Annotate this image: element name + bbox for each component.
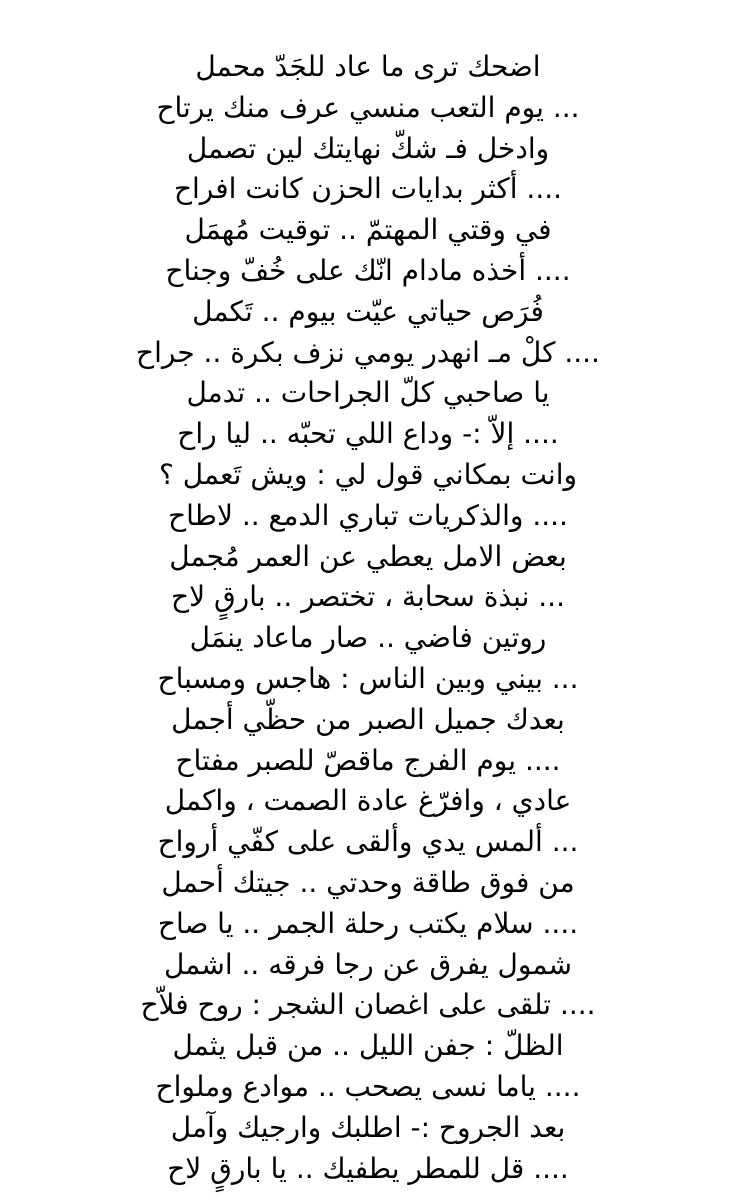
poem-line: الظلّ : جفن الليل .. من قبل يثمل [172, 1029, 564, 1063]
poem-line: .... والذكريات تباري الدمع .. لاطاح [168, 498, 568, 532]
poem-line: .... يوم الفرج ماقصّ للصبر مفتاح [175, 743, 561, 777]
poem-line: .... سلام يكتب رحلة الجمر .. يا صاح [157, 906, 579, 940]
poem-line: من فوق طاقة وحدتي .. جيتك أحمل [161, 865, 575, 899]
poem-line: .... إلاّ :- وداع اللي تحبّه .. ليا راح [177, 417, 559, 451]
poem-line: ... بيني وبين الناس : هاجس ومسباح [157, 661, 579, 695]
poem-line: .... ياما نسى يصحب .. موادع وملواح [155, 1069, 581, 1103]
poem-line: وانت بمكاني قول لي : ويش تَعمل ؟ [158, 457, 578, 491]
poem-line: فُرَص حياتي عيّت بيوم .. تَكمل [192, 294, 544, 328]
poem-line: اضحك ترى ما عاد للجَدّ محمل [195, 50, 541, 83]
poem-line: ... نبذة سحابة ، تختصر .. بارقٍ لاح [171, 580, 565, 614]
poem-line: .... قل للمطر يطفيك .. يا بارقٍ لاح [167, 1151, 569, 1185]
poem-line: .... تلقى على اغصان الشجر : روح فلاّح [140, 988, 596, 1022]
poem-line: بعدك جميل الصبر من حظّي أجمل [171, 702, 565, 736]
poem-line: .... أخذه مادام انّك على خُفّ وجناح [165, 253, 571, 287]
poem-line: شمول يفرق عن رجا فرقه .. اشمل [163, 947, 573, 981]
poem-line: .... كلْ مـ انهدر يومي نزف بكرة .. جراح [136, 335, 600, 369]
poem-line: في وقتي المهتمّ .. توقيت مُهمَل [184, 213, 552, 247]
poem-line: بعض الامل يعطي عن العمر مُجمل [169, 539, 567, 573]
poem-line: ... ألمس يدي وألقى على كفّي أرواح [157, 825, 579, 859]
poem-line: ... يوم التعب منسي عرف منك يرتاح [156, 90, 580, 124]
poem-text [40, 47, 696, 1189]
poem-line: عادي ، وافرّغ عادة الصمت ، واكمل [164, 784, 572, 818]
poem-line: .... أكثر بدايات الحزن كانت افراح [173, 172, 563, 206]
poem-line: وادخل فـ شكّ نهايتك لين تصمل [186, 131, 550, 165]
poem-line: بعد الجروح :- اطلبك وارجيك وآمل [170, 1110, 566, 1144]
poem-line: روتين فاضي .. صار ماعاد ينمَل [189, 621, 547, 655]
poem-line: يا صاحبي كلّ الجراحات .. تدمل [186, 376, 550, 410]
